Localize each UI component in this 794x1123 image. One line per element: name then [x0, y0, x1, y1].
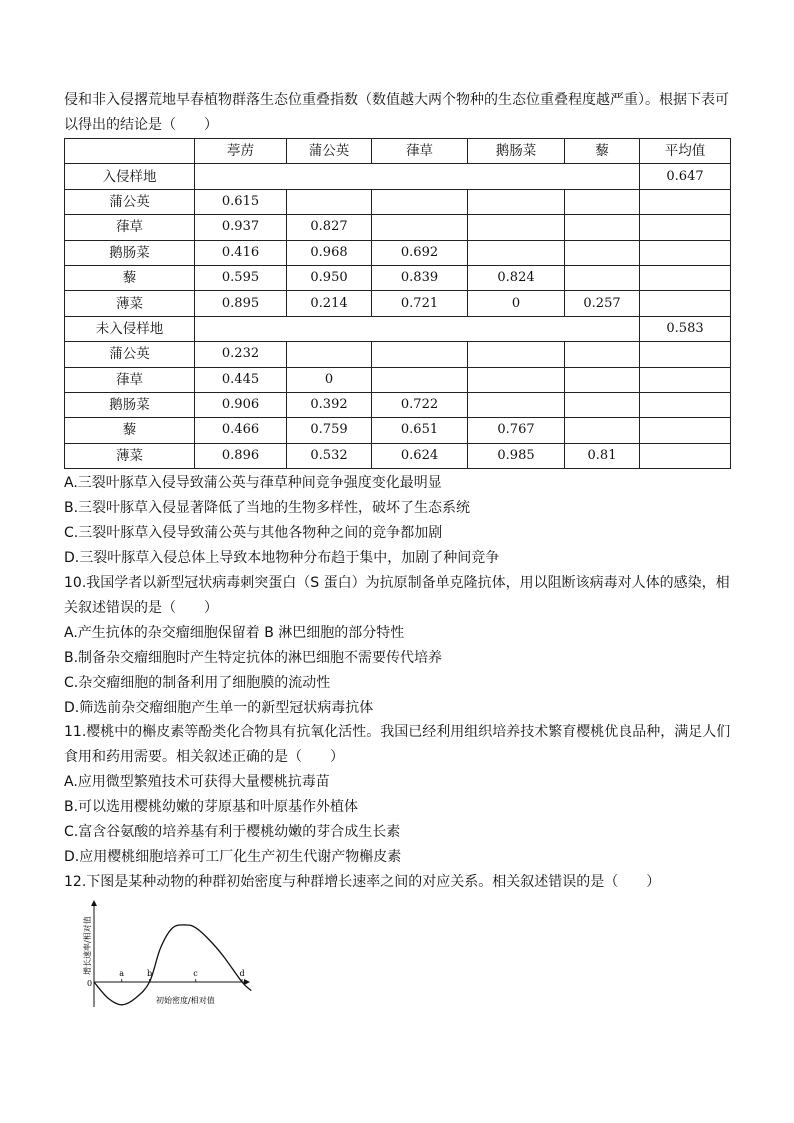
- table-row: [65, 189, 731, 214]
- table-cell: [372, 215, 468, 240]
- table-cell: [565, 418, 640, 443]
- q11-option-a: A.应用微型繁殖技术可获得大量樱桃抗毒苗: [64, 774, 330, 790]
- y-axis-label: 增长速率/相对值: [83, 916, 92, 975]
- q9-option-c: C.三裂叶豚草入侵导致蒲公英与其他各物种之间的竞争都加剧: [64, 525, 443, 541]
- point-label-a: a: [119, 969, 125, 978]
- table-header-cell: 平均值: [640, 139, 731, 164]
- table-cell-empty: [640, 189, 731, 214]
- q9-stem-line2: 以得出的结论是（ ）: [64, 117, 218, 133]
- row-species: 藜: [65, 265, 195, 290]
- q9-option-a: A.三裂叶豚草入侵导致蒲公英与葎草种间竞争强度变化最明显: [64, 475, 442, 491]
- table-cell: 0.767: [468, 418, 565, 443]
- table-cell: 0.392: [287, 392, 372, 417]
- q11-stem-line1: 11.樱桃中的槲皮素等酚类化合物具有抗氧化活性。我国已经利用组织培养技术繁育樱桃优良品种，满足人们: [64, 724, 731, 740]
- table-header-cell: 葶苈: [195, 139, 287, 164]
- row-species: 藜: [65, 418, 195, 443]
- section-spacer: [195, 316, 640, 341]
- table-cell: 0.416: [195, 240, 287, 265]
- table-row: [65, 392, 731, 417]
- row-species: 蒲公英: [65, 189, 195, 214]
- table-cell-empty: [640, 265, 731, 290]
- table-cell: [468, 342, 565, 367]
- point-label-c: c: [193, 969, 198, 978]
- table-cell: [468, 367, 565, 392]
- table-row: [65, 367, 731, 392]
- table-row: [65, 342, 731, 367]
- section-spacer: [195, 164, 640, 189]
- row-species: 蒲公英: [65, 342, 195, 367]
- table-cell: 0.81: [565, 443, 640, 468]
- row-species: 薄菜: [65, 291, 195, 316]
- q10-stem-line2: 关叙述错误的是（ ）: [64, 600, 218, 616]
- point-label-b: b: [147, 969, 153, 978]
- table-row: [65, 418, 731, 443]
- q11-option-b: B.可以选用樱桃幼嫩的芽原基和叶原基作外植体: [64, 799, 359, 815]
- table-cell-empty: [640, 443, 731, 468]
- table-cell: 0.257: [565, 291, 640, 316]
- table-cell-empty: [640, 342, 731, 367]
- table-cell: [372, 189, 468, 214]
- table-cell-empty: [640, 215, 731, 240]
- row-species: 葎草: [65, 215, 195, 240]
- q10-stem-line1: 10.我国学者以新型冠状病毒刺突蛋白（S 蛋白）为抗原制备单克隆抗体，用以阻断该病毒对人体的感染，相: [64, 575, 730, 591]
- section-average: 0.647: [640, 164, 731, 189]
- table-header-row: [65, 139, 731, 164]
- point-label-d: d: [239, 969, 245, 978]
- section-average: 0.583: [640, 316, 731, 341]
- table-cell: 0.759: [287, 418, 372, 443]
- q10-option-d: D.筛选前杂交瘤细胞产生单一的新型冠状病毒抗体: [64, 700, 374, 716]
- q10-option-c: C.杂交瘤细胞的制备利用了细胞膜的流动性: [64, 675, 331, 691]
- table-cell: 0.624: [372, 443, 468, 468]
- table-section-row: [65, 316, 731, 341]
- q10-option-b: B.制备杂交瘤细胞时产生特定抗体的淋巴细胞不需要传代培养: [64, 650, 443, 666]
- table-cell: 0.595: [195, 265, 287, 290]
- table-cell: [287, 342, 372, 367]
- table-header-cell: 藜: [565, 139, 640, 164]
- row-species: 葎草: [65, 367, 195, 392]
- table-cell: [565, 189, 640, 214]
- table-cell: [372, 367, 468, 392]
- table-cell: 0.651: [372, 418, 468, 443]
- table-cell: 0.214: [287, 291, 372, 316]
- table-header-cell: 葎草: [372, 139, 468, 164]
- table-cell: [468, 392, 565, 417]
- table-cell: [565, 240, 640, 265]
- table-row: [65, 265, 731, 290]
- table-cell: [565, 342, 640, 367]
- table-cell: 0.722: [372, 392, 468, 417]
- table-cell: [372, 342, 468, 367]
- table-row: [65, 291, 731, 316]
- table-cell: 0.937: [195, 215, 287, 240]
- table-section-row: [65, 164, 731, 189]
- table-header-cell: 鹅肠菜: [468, 139, 565, 164]
- q11-stem-line2: 食用和药用需要。相关叙述正确的是（ ）: [64, 749, 344, 765]
- section-label: 入侵样地: [65, 164, 195, 189]
- q11-option-d: D.应用樱桃细胞培养可工厂化生产初生代谢产物槲皮素: [64, 849, 402, 865]
- table-cell: 0: [468, 291, 565, 316]
- table-cell: 0.532: [287, 443, 372, 468]
- table-cell: 0.985: [468, 443, 565, 468]
- table-cell: 0.824: [468, 265, 565, 290]
- table-cell: 0.445: [195, 367, 287, 392]
- table-cell: [565, 265, 640, 290]
- table-cell: [565, 392, 640, 417]
- table-cell: [468, 189, 565, 214]
- q10-option-a: A.产生抗体的杂交瘤细胞保留着 B 淋巴细胞的部分特性: [64, 625, 405, 641]
- table-header-cell: 蒲公英: [287, 139, 372, 164]
- q9-stem-line1: 侵和非入侵撂荒地早春植物群落生态位重叠指数（数值越大两个物种的生态位重叠程度越严重）。根据下表可: [64, 92, 729, 108]
- x-axis-label: 初始密度/相对值: [156, 996, 215, 1005]
- table-cell-empty: [640, 392, 731, 417]
- q9-option-b: B.三裂叶豚草入侵显著降低了当地的生物多样性，破坏了生态系统: [64, 500, 471, 516]
- table-cell: 0.692: [372, 240, 468, 265]
- q12-stem: 12.下图是某种动物的种群初始密度与种群增长速率之间的对应关系。相关叙述错误的是（ ）: [64, 874, 661, 890]
- table-cell: 0.950: [287, 265, 372, 290]
- table-cell: 0.968: [287, 240, 372, 265]
- table-cell: [565, 367, 640, 392]
- table-cell: [468, 240, 565, 265]
- niche-overlap-table: [64, 138, 731, 469]
- table-row: [65, 240, 731, 265]
- table-cell: 0.827: [287, 215, 372, 240]
- table-header-cell: [65, 139, 195, 164]
- row-species: 鹅肠菜: [65, 392, 195, 417]
- table-cell: [287, 189, 372, 214]
- row-species: 薄菜: [65, 443, 195, 468]
- table-cell-empty: [640, 240, 731, 265]
- table-row: [65, 443, 731, 468]
- table-cell-empty: [640, 291, 731, 316]
- q11-option-c: C.富含谷氨酸的培养基有利于樱桃幼嫩的芽合成生长素: [64, 824, 401, 840]
- table-cell: 0.232: [195, 342, 287, 367]
- table-cell: [468, 215, 565, 240]
- table-cell: [565, 215, 640, 240]
- origin-label: 0: [87, 979, 93, 988]
- table-row: [65, 215, 731, 240]
- table-cell: 0.895: [195, 291, 287, 316]
- table-cell: 0.466: [195, 418, 287, 443]
- table-cell-empty: [640, 418, 731, 443]
- table-cell: 0.721: [372, 291, 468, 316]
- growth-curve: [94, 925, 251, 1005]
- table-cell: 0.896: [195, 443, 287, 468]
- table-cell: 0.906: [195, 392, 287, 417]
- table-cell-empty: [640, 367, 731, 392]
- table-cell: 0.839: [372, 265, 468, 290]
- growth-rate-chart: [84, 895, 254, 1010]
- row-species: 鹅肠菜: [65, 240, 195, 265]
- table-cell: 0: [287, 367, 372, 392]
- table-cell: 0.615: [195, 189, 287, 214]
- section-label: 未入侵样地: [65, 316, 195, 341]
- q9-option-d: D.三裂叶豚草入侵总体上导致本地物种分布趋于集中，加剧了种间竞争: [64, 550, 500, 566]
